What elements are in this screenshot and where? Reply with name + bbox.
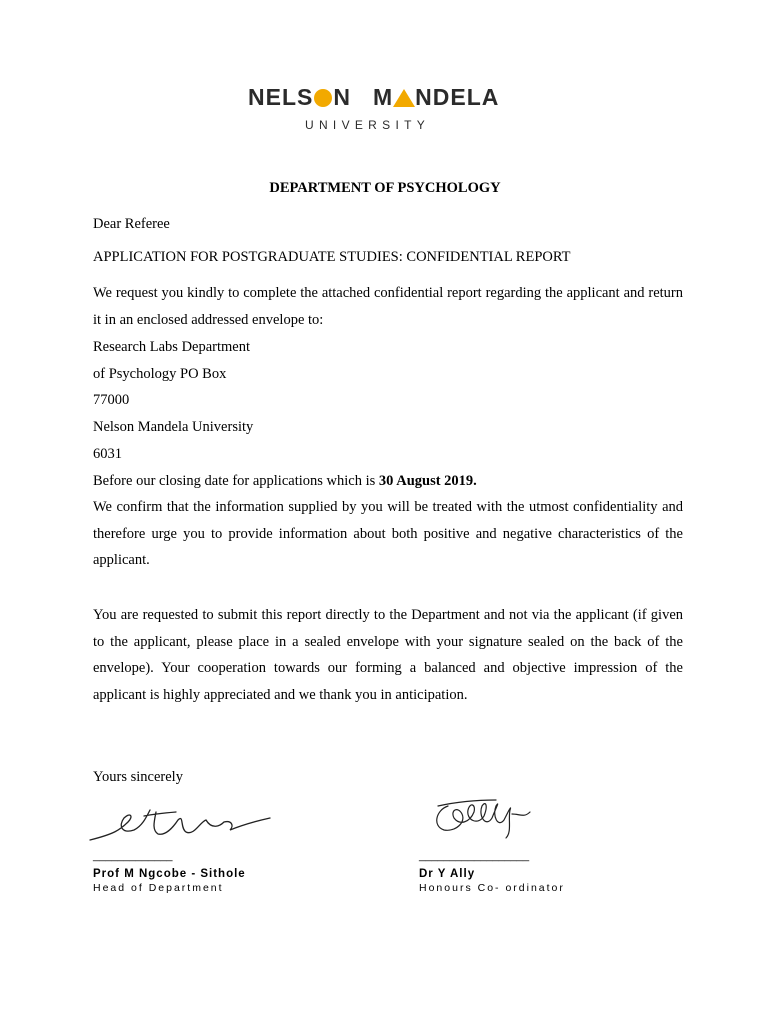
signatory-name: Dr Y Ally <box>419 868 476 880</box>
logo-text-part2: N <box>333 84 351 110</box>
closing-date-prefix: Before our closing date for applications which is <box>93 472 379 489</box>
logo-subtitle: UNIVERSITY <box>305 118 431 132</box>
signature-ngcobe-sithole <box>84 800 274 850</box>
logo-text-part3: M <box>372 84 394 110</box>
submission-paragraph: You are requested to submit this report directly to the Department and not via the applicant (if given to the applicant, please place in a sealed envelope with your signature sealed on the back of the envelope). Your cooperation towards our forming a balanced and objective impression of the applicant is highly appreciated and we thank you in anticipation. <box>93 607 683 704</box>
request-paragraph: We request you kindly to complete the attached confidential report regarding the applicant and return it in an enclosed addressed envelope to: <box>93 285 683 328</box>
return-address <box>93 334 477 494</box>
signature-line: _____________ <box>93 850 173 862</box>
address-line: of Psychology PO Box <box>93 365 227 382</box>
signatory-name: Prof M Ngcobe - Sithole <box>93 868 246 880</box>
address-line: 6031 <box>93 445 122 462</box>
logo-wordmark <box>248 84 508 114</box>
closing-date: 30 August 2019. <box>378 472 477 489</box>
address-line: Research Labs Department <box>93 339 251 355</box>
subject-line: APPLICATION FOR POSTGRADUATE STUDIES: CONFIDENTIAL REPORT <box>93 249 571 265</box>
signatory-role: Head of Department <box>93 882 224 894</box>
signature-line: __________________ <box>419 850 530 862</box>
valediction: Yours sincerely <box>93 769 183 785</box>
closing-date-line <box>93 468 477 495</box>
logo-text-part1: NELS <box>248 84 314 110</box>
salutation: Dear Referee <box>93 216 170 232</box>
confidentiality-paragraph: We confirm that the information supplied by you will be treated with the utmost confidentiality and therefore urge you to provide information about both positive and negative characteristics of the applicant. <box>93 499 683 569</box>
department-heading: DEPARTMENT OF PSYCHOLOGY <box>269 180 501 196</box>
signatory-role: Honours Co- ordinator <box>419 882 565 894</box>
sun-icon <box>314 89 332 107</box>
address-line: 77000 <box>93 392 130 409</box>
logo-text-part4: NDELA <box>415 84 500 110</box>
mountain-icon <box>393 89 415 107</box>
signature-ally <box>426 792 536 842</box>
address-line: Nelson Mandela University <box>93 419 254 436</box>
